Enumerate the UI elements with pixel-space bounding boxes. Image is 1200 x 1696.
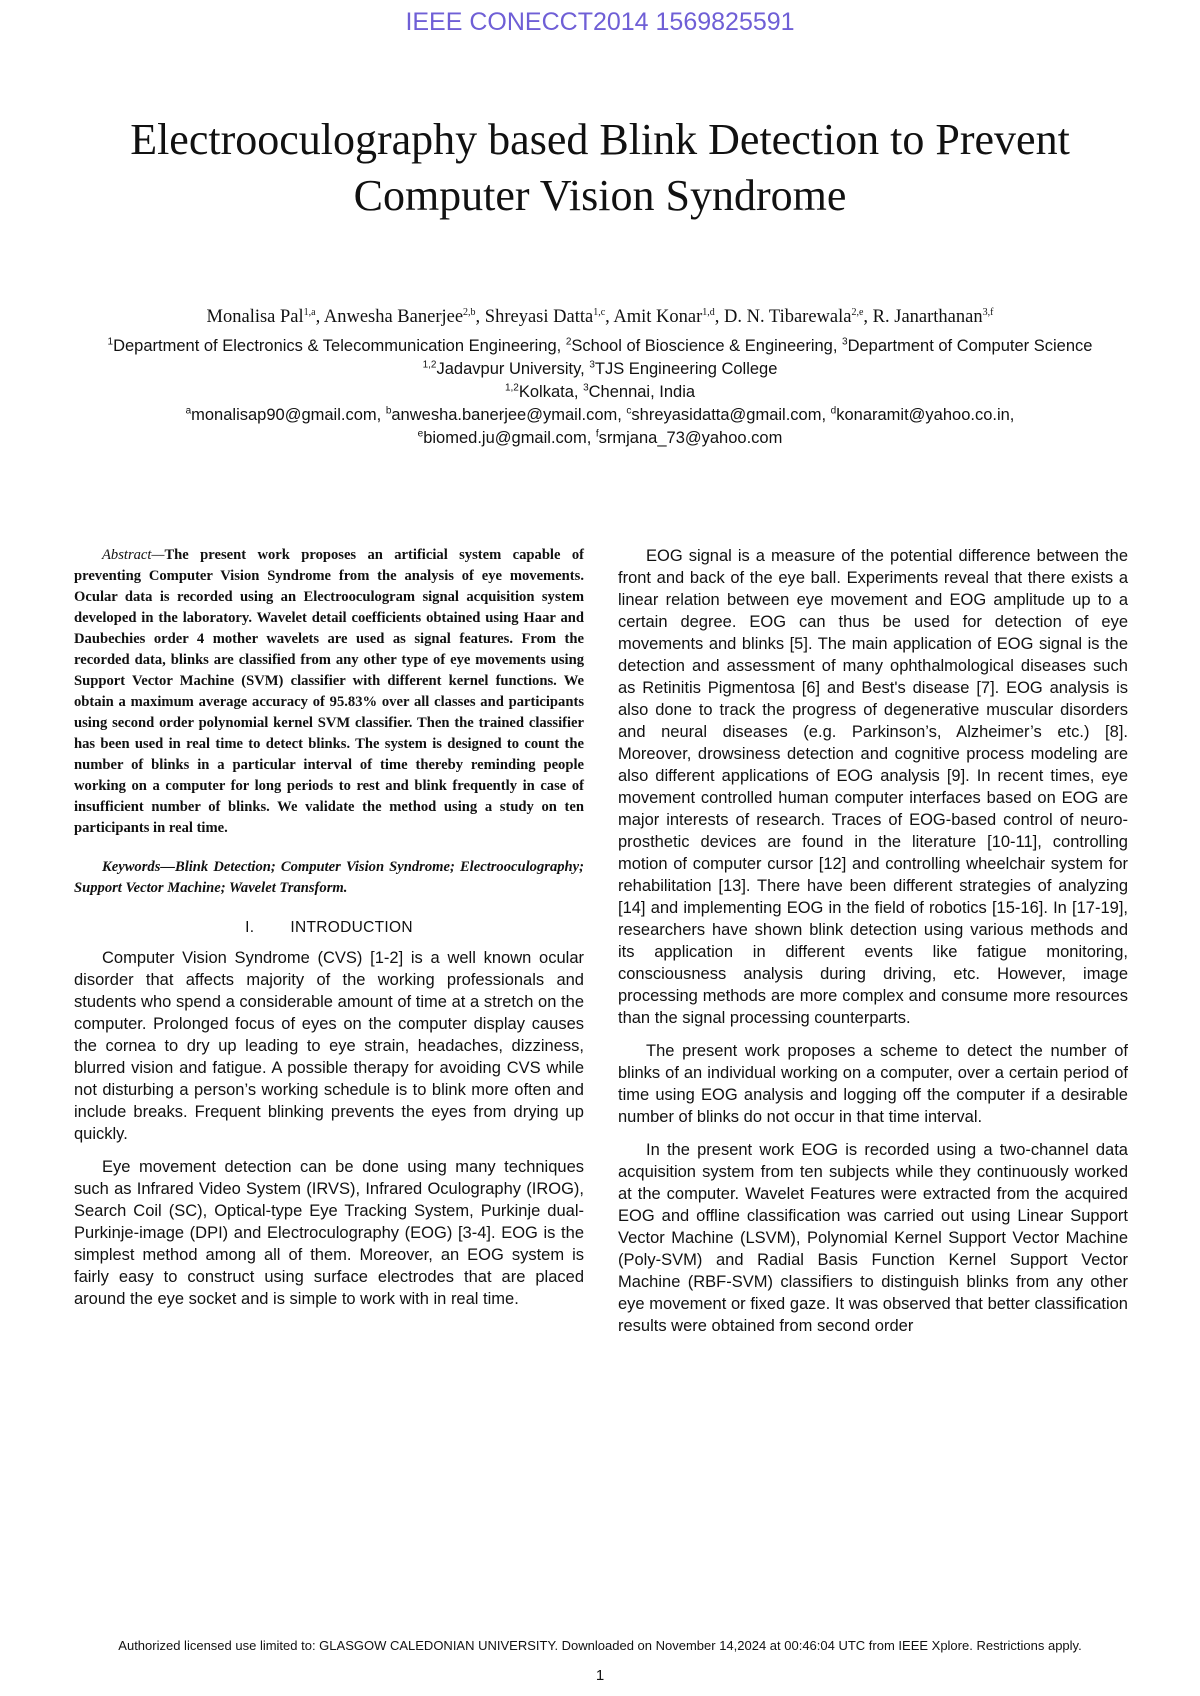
email-link[interactable]: anwesha.banerjee@ymail.com, [391,406,627,424]
keywords: Keywords—Blink Detection; Computer Vision Syndrome; Electrooculography; Support Vector Machine; Wavelet Transform. [74,859,584,896]
title-line-1: Electrooculography based Blink Detection to Prevent [130,115,1070,164]
left-column [74,545,584,1321]
author-list: Monalisa Pal$^{1,a}$, Anwesha Banerjee$^{2,b}$, Shreyasi Datta$^{1,c}$, Amit Konar$^{1,d}$, D. N. Tibarewala$^{2,e}$, R. Janarthanan$^{3,f}$ [206,306,994,327]
author: D. N. Tibarewala$^{2,e}$ [724,306,864,327]
author: Anwesha Banerjee$^{2,b}$ [323,306,476,327]
email-line: $^e$biomed.ju@gmail.com, $^f$srmjana_73@yahoo.com [417,428,783,447]
department-line: $^1$Department of Electronics & Telecommunication Engineering, $^2$School of Bioscience & Engineering, $^3$Department of Computer Science [107,336,1093,355]
section-heading: I. INTRODUCTION [245,919,413,936]
email-link[interactable]: konaramit@yahoo.co.in, [836,406,1015,424]
body-paragraph: Computer Vision Syndrome (CVS) [1-2] is a well known ocular disorder that affects majority of the working professionals and students who spend a considerable amount of time at a stretch on the computer. Prolonged focus of eyes on the computer display causes the cornea to dry up leading to eye strain, headaches, dizziness, blurred vision and fatigue. A possible therapy for avoiding CVS while not disturbing a person’s working schedule is to blink more often and include breaks. Frequent blinking prevents the eyes from drying up quickly. [74,949,584,1143]
conference-header: IEEE CONECCT2014 1569825591 [405,8,795,36]
author: Shreyasi Datta$^{1,c}$ [484,306,606,327]
city-line: $^{1,2}$Kolkata, $^3$Chennai, India [504,382,696,401]
license-footer: Authorized licensed use limited to: GLASGOW CALEDONIAN UNIVERSITY. Downloaded on November 14,2024 at 00:46:04 UTC from IEEE Xplore. Restrictions apply. [118,1638,1082,1653]
body-paragraph: The present work proposes a scheme to detect the number of blinks of an individual working on a computer, over a certain period of time using EOG analysis and logging off the computer if a desirable number of blinks do not occur in that time interval. [618,1042,1128,1126]
body-paragraph: In the present work EOG is recorded using a two-channel data acquisition system from ten subjects while they continuously worked at the computer. Wavelet Features were extracted from the acquired EOG and offline classification was carried out using Linear Support Vector Machine (LSVM), Polynomial Kernel Support Vector Machine (Poly-SVM) and Radial Basis Function Kernel Support Vector Machine (RBF-SVM) classifiers to distinguish blinks from any other eye movement or fixed gaze. It was observed that better classification results were obtained from second order [618,1141,1128,1335]
body-paragraph: EOG signal is a measure of the potential difference between the front and back of the eye ball. Experiments reveal that there exists a linear relation between eye movement and EOG amplitude up to a certain degree. EOG can thus be used for detection of eye movements and blinks [5]. The main application of EOG signal is the detection and assessment of many ophthalmological diseases such as Retinitis Pigmentosa [6] and Best's disease [7]. EOG analysis is also done to track the progress of degenerative muscular disorders and neural diseases (e.g. Parkinson’s, Alzheimer’s etc.) [8]. Moreover, drowsiness detection and cognitive process modeling are also different applications of EOG analysis [9]. In recent times, eye movement controlled human computer interfaces based on EOG are major interests of research. Traces of EOG-based control of neuro-prosthetic devices are found in the literature [10-11], controlling motion of computer cursor [12] and controlling wheelchair system for rehabilitation [13]. There have been different strategies of analyzing [14] and implementing EOG in the field of robotics [15-16]. In [17-19], researchers have shown blink detection using various methods and its application in different events like fatigue monitoring, consciousness analysis during driving, etc. However, image processing methods are more complex and consume more resources than the signal processing counterparts. [618,547,1128,1027]
university-line: $^{1,2}$Jadavpur University, $^3$TJS Engineering College [422,359,778,378]
email-link[interactable]: monalisap90@gmail.com, [191,406,386,424]
email-line: $^a$monalisap90@gmail.com, $^b$anwesha.banerjee@ymail.com, $^c$shreyasidatta@gmail.com, $^d$konaramit@yahoo.co.in, [185,405,1015,424]
affiliations [60,335,1140,450]
title-line-2: Computer Vision Syndrome [353,171,847,220]
email-link[interactable]: shreyasidatta@gmail.com, [631,406,831,424]
paper-title [40,112,1160,224]
email-link[interactable]: srmjana_73@yahoo.com [598,429,783,447]
body-paragraph: Eye movement detection can be done using many techniques such as Infrared Video System (IRVS), Infrared Oculography (IROG), Search Coil (SC), Optical-type Eye Tracking System, Purkinje dual-Purkinje-image (DPI) and Electroculography (EOG) [3-4]. EOG is the simplest method among all of them. Moreover, an EOG system is fairly easy to construct using surface electrodes that are placed around the eye socket and is simple to work with in real time. [74,1158,584,1308]
page-number: 1 [595,1667,605,1684]
author: Amit Konar$^{1,d}$ [613,306,715,327]
author: Monalisa Pal$^{1,a}$ [206,306,316,327]
email-link[interactable]: biomed.ju@gmail.com, [423,429,596,447]
abstract: Abstract—The present work proposes an artificial system capable of preventing Computer Vision Syndrome from the analysis of eye movements. Ocular data is recorded using an Electrooculogram signal acquisition system developed in the laboratory. Wavelet detail coefficients obtained using Haar and Daubechies order 4 mother wavelets are used as signal features. From the recorded data, blinks are classified from any other type of eye movements using Support Vector Machine (SVM) classifier with different kernel functions. We obtain a maximum average accuracy of 95.83% over all classes and participants using second order polynomial kernel SVM classifier. Then the trained classifier has been used in real time to detect blinks. The system is designed to count the number of blinks in a particular interval of time thereby reminding people working on a computer for long periods to rest and blink frequently in case of insufficient number of blinks. We validate the method using a study on ten participants in real time. [74,547,584,836]
right-column [618,545,1128,1348]
author: R. Janarthanan$^{3,f}$ [872,306,994,327]
